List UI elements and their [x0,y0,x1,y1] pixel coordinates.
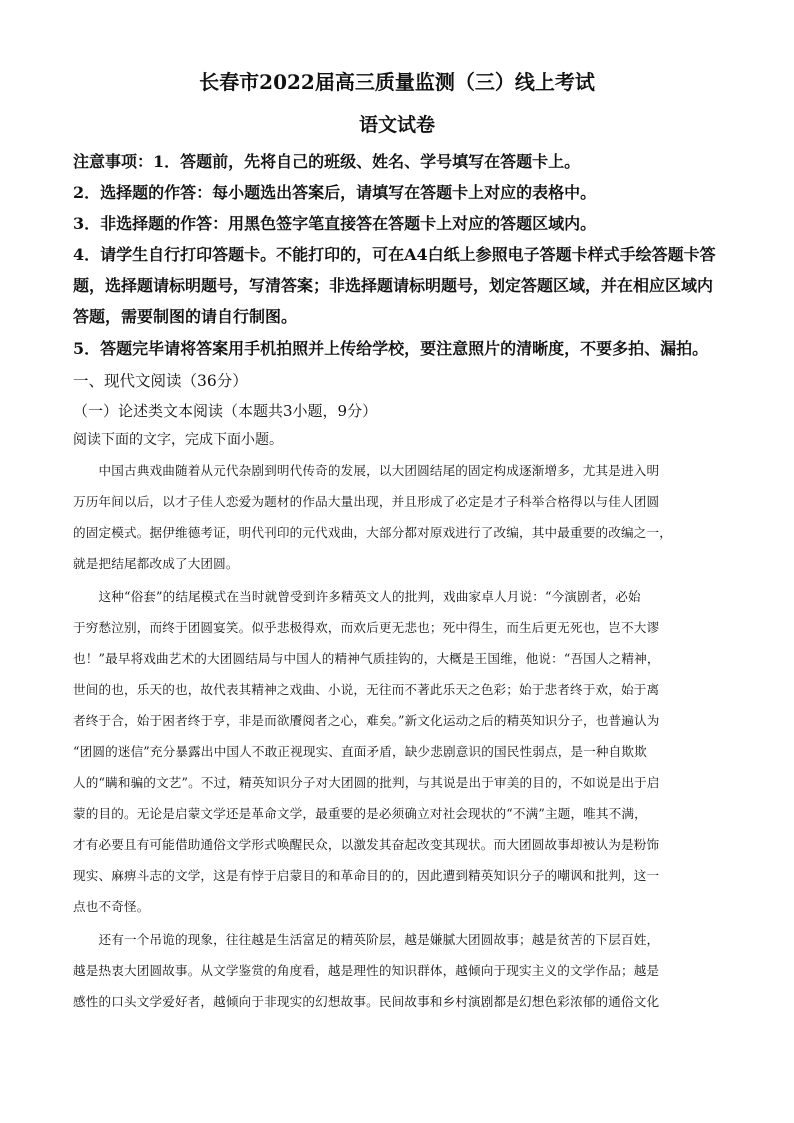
passage-line: 才有必要且有可能借助通俗文学形式唤醒民众，以激发其奋起改变其现状。而大团圆故事却被认为是粉饰 [73,837,660,852]
passage-line: 就是把结尾都改成了大团圆。 [73,556,239,571]
note-line: 题，选择题请标明题号，写清答案；非选择题请标明题号，划定答题区域，并在相应区域内 [73,276,714,295]
passage-line: 中国古典戏曲随着从元代杂剧到明代传奇的发展，以大团圆结尾的固定构成逐渐增多，尤其是进入明 [73,463,660,478]
exam-subtitle: 语文试卷 [358,114,435,136]
passage-line: “团圆的迷信”充分暴露出中国人不敢正视现实、直面矛盾，缺少悲剧意识的国民性弱点，是一种自欺欺 [73,744,647,759]
passage-line: 也！”最早将戏曲艺术的大团圆结局与中国人的精神气质挂钩的，大概是王国维，他说：“吾国人之精神， [73,651,660,666]
passage-line: 人的“瞒和骗的文艺”。不过，精英知识分子对大团圆的批判，与其说是出于审美的目的，不如说是出于启 [73,775,660,790]
passage-line: 感性的口头文学爱好者，越倾向于非现实的幻想故事。民间故事和乡村演剧都是幻想色彩浓郁的通俗文化 [73,994,660,1009]
passage-line: 万历年间以后，以才子佳人恋爱为题材的作品大量出现，并且形成了必定是才子科举合格得以与佳人团圆 [73,494,660,509]
passage-line: 还有一个吊诡的现象，往往越是生活富足的精英阶层，越是嫌腻大团圆故事；越是贫苦的下层百姓， [73,932,660,947]
passage-line: 点也不奇怪。 [73,899,150,914]
note-line: 答题，需要制图的请自行制图。 [73,307,298,326]
note-line: 2．选择题的作答：每小题选出答案后，请填写在答题卡上对应的表格中。 [73,183,597,202]
passage-line: 蒙的目的。无论是启蒙文学还是革命文学，最重要的是必须确立对社会现状的“不满”主题，唯其不满， [73,806,647,821]
note-line: 注意事项：1．答题前，先将自己的班级、姓名、学号填写在答题卡上。 [73,152,581,171]
note-line: 4．请学生自行打印答题卡。不能打印的，可在A4白纸上参照电子答题卡样式手绘答题卡答 [73,245,716,264]
exam-title: 长春市2022届高三质量监测（三）线上考试 [199,70,595,94]
passage-line: 现实、麻痹斗志的文学，这是有悖于启蒙目的和革命目的的，因此遭到精英知识分子的嘲讽和批判，这一 [73,868,660,883]
passage-line: 者终于合，始于困者终于亨，非是而欲餍阅者之心，难矣。”新文化运动之后的精英知识分子，也普遍认为 [73,713,660,728]
passage-line: 于穷愁泣别，而终于团圆宴笑。似乎悲极得欢，而欢后更无悲也；死中得生，而生后更无死也，岂不大谬 [73,620,660,635]
passage-line: 越是热衷大团圆故事。从文学鉴赏的角度看，越是理性的知识群体，越倾向于现实主义的文学作品；越是 [73,963,660,978]
reading-instruction: 阅读下面的文字，完成下面小题。 [73,432,283,448]
passage-line: 这种“俗套”的结尾模式在当时就曾受到许多精英文人的批判，戏曲家卓人月说：“今演剧者，必始 [73,589,641,604]
note-line: 3．非选择题的作答：用黑色签字笔直接答在答题卡上对应的答题区域内。 [73,214,597,233]
passage-line: 世间的也，乐天的也，故代表其精神之戏曲、小说，无往而不著此乐天之色彩；始于悲者终于欢，始于离 [73,682,660,697]
passage-line: 的固定模式。据伊维德考证，明代刊印的元代戏曲，大部分都对原戏进行了改编，其中最重要的改编之一， [73,525,672,540]
subsection-heading: （一）论述类文本阅读（本题共3小题，9分） [73,402,378,420]
section-heading: 一、现代文阅读（36分） [73,372,248,390]
note-line: 5．答题完毕请将答案用手机拍照并上传给学校，要注意照片的清晰度，不要多拍、漏拍。 [73,339,709,358]
